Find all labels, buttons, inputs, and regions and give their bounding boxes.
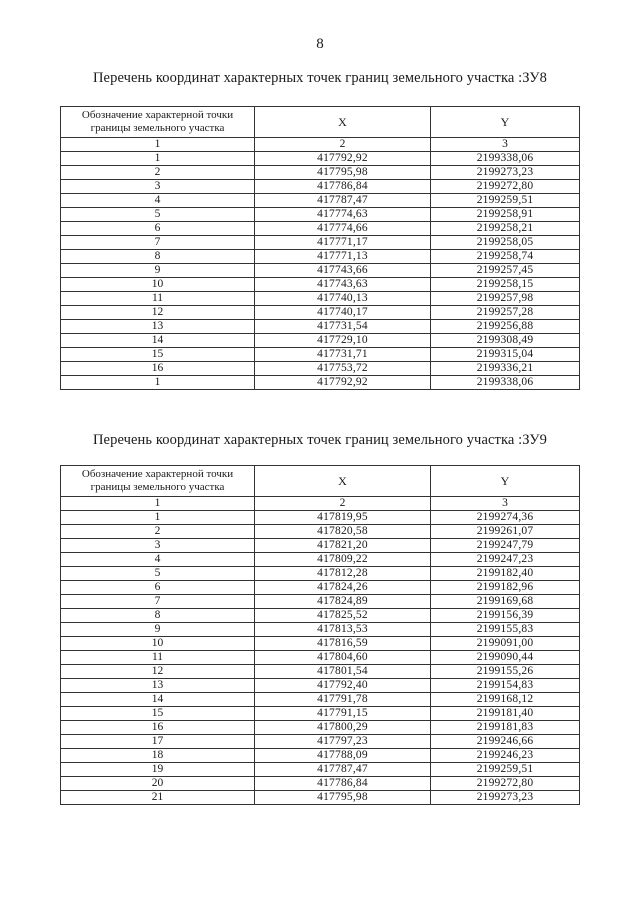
- y-coordinate-cell: 2199155,83: [431, 623, 580, 637]
- table-header-row: [61, 466, 580, 497]
- x-coordinate-cell: 417729,10: [255, 334, 431, 348]
- y-coordinate-cell: 2199169,68: [431, 595, 580, 609]
- point-cell: 20: [61, 777, 255, 791]
- table-row: [61, 679, 580, 693]
- x-coordinate-cell: 417786,84: [255, 180, 431, 194]
- coordinates-table-zu8: [60, 106, 580, 390]
- column-number-1: 1: [61, 138, 255, 152]
- point-cell: 14: [61, 693, 255, 707]
- table-row: [61, 525, 580, 539]
- table-row: [61, 581, 580, 595]
- table-row: [61, 194, 580, 208]
- table-row: [61, 623, 580, 637]
- x-coordinate-cell: 417771,17: [255, 236, 431, 250]
- table-row: [61, 693, 580, 707]
- table-row: [61, 222, 580, 236]
- x-coordinate-cell: 417788,09: [255, 749, 431, 763]
- point-cell: 7: [61, 236, 255, 250]
- table-row: [61, 166, 580, 180]
- y-coordinate-cell: 2199261,07: [431, 525, 580, 539]
- point-cell: 13: [61, 320, 255, 334]
- x-coordinate-cell: 417797,23: [255, 735, 431, 749]
- x-coordinate-cell: 417820,58: [255, 525, 431, 539]
- point-cell: 6: [61, 222, 255, 236]
- point-cell: 15: [61, 348, 255, 362]
- table-row: [61, 334, 580, 348]
- point-cell: 19: [61, 763, 255, 777]
- x-coordinate-cell: 417774,63: [255, 208, 431, 222]
- x-coordinate-cell: 417791,15: [255, 707, 431, 721]
- table-row: [61, 236, 580, 250]
- point-cell: 4: [61, 553, 255, 567]
- y-coordinate-cell: 2199258,21: [431, 222, 580, 236]
- x-coordinate-cell: 417792,40: [255, 679, 431, 693]
- point-cell: 8: [61, 250, 255, 264]
- table-row: [61, 511, 580, 525]
- table-row: [61, 707, 580, 721]
- y-coordinate-cell: 2199181,40: [431, 707, 580, 721]
- x-coordinate-cell: 417771,13: [255, 250, 431, 264]
- column-number-3: 3: [431, 497, 580, 511]
- point-cell: 5: [61, 567, 255, 581]
- y-coordinate-cell: 2199258,05: [431, 236, 580, 250]
- point-cell: 1: [61, 152, 255, 166]
- y-coordinate-cell: 2199272,80: [431, 180, 580, 194]
- section-title-zu9: Перечень координат характерных точек границ земельного участка :ЗУ9: [92, 432, 547, 448]
- x-coordinate-cell: 417809,22: [255, 553, 431, 567]
- y-coordinate-cell: 2199273,23: [431, 166, 580, 180]
- point-cell: 12: [61, 306, 255, 320]
- y-coordinate-cell: 2199259,51: [431, 763, 580, 777]
- y-coordinate-cell: 2199273,23: [431, 791, 580, 805]
- point-cell: 1: [61, 511, 255, 525]
- table-row: [61, 362, 580, 376]
- table-row: [61, 348, 580, 362]
- y-coordinate-cell: 2199308,49: [431, 334, 580, 348]
- x-coordinate-cell: 417795,98: [255, 166, 431, 180]
- x-coordinate-cell: 417731,71: [255, 348, 431, 362]
- y-coordinate-cell: 2199257,28: [431, 306, 580, 320]
- table-row: [61, 791, 580, 805]
- header-point-designation: Обозначение характерной точки границы земельного участка: [61, 107, 255, 138]
- y-coordinate-cell: 2199274,36: [431, 511, 580, 525]
- point-cell: 18: [61, 749, 255, 763]
- point-cell: 5: [61, 208, 255, 222]
- y-coordinate-cell: 2199258,15: [431, 278, 580, 292]
- point-cell: 10: [61, 637, 255, 651]
- y-coordinate-cell: 2199091,00: [431, 637, 580, 651]
- point-cell: 13: [61, 679, 255, 693]
- point-cell: 6: [61, 581, 255, 595]
- table-row: [61, 553, 580, 567]
- header-x: X: [255, 107, 431, 138]
- point-cell: 3: [61, 180, 255, 194]
- x-coordinate-cell: 417743,66: [255, 264, 431, 278]
- point-cell: 8: [61, 609, 255, 623]
- y-coordinate-cell: 2199246,66: [431, 735, 580, 749]
- x-coordinate-cell: 417787,47: [255, 763, 431, 777]
- column-number-1: 1: [61, 497, 255, 511]
- point-cell: 10: [61, 278, 255, 292]
- x-coordinate-cell: 417824,26: [255, 581, 431, 595]
- page-number: 8: [316, 36, 324, 52]
- point-cell: 2: [61, 166, 255, 180]
- y-coordinate-cell: 2199182,96: [431, 581, 580, 595]
- table-row: [61, 777, 580, 791]
- x-coordinate-cell: 417786,84: [255, 777, 431, 791]
- table-row: [61, 320, 580, 334]
- table-header-row: [61, 107, 580, 138]
- table-row: [61, 250, 580, 264]
- y-coordinate-cell: 2199338,06: [431, 376, 580, 390]
- table-row: [61, 152, 580, 166]
- table-row: [61, 539, 580, 553]
- x-coordinate-cell: 417791,78: [255, 693, 431, 707]
- x-coordinate-cell: 417824,89: [255, 595, 431, 609]
- table-row: [61, 567, 580, 581]
- header-y: Y: [431, 107, 580, 138]
- x-coordinate-cell: 417743,63: [255, 278, 431, 292]
- point-cell: 9: [61, 623, 255, 637]
- table-row: [61, 180, 580, 194]
- y-coordinate-cell: 2199154,83: [431, 679, 580, 693]
- x-coordinate-cell: 417731,54: [255, 320, 431, 334]
- y-coordinate-cell: 2199258,74: [431, 250, 580, 264]
- column-number-row: [61, 138, 580, 152]
- x-coordinate-cell: 417813,53: [255, 623, 431, 637]
- x-coordinate-cell: 417787,47: [255, 194, 431, 208]
- table-row: [61, 609, 580, 623]
- y-coordinate-cell: 2199257,45: [431, 264, 580, 278]
- table-row: [61, 665, 580, 679]
- y-coordinate-cell: 2199257,98: [431, 292, 580, 306]
- section-title-zu8: Перечень координат характерных точек границ земельного участка :ЗУ8: [92, 70, 547, 86]
- table-row: [61, 721, 580, 735]
- y-coordinate-cell: 2199246,23: [431, 749, 580, 763]
- table-row: [61, 278, 580, 292]
- y-coordinate-cell: 2199181,83: [431, 721, 580, 735]
- table-body: [61, 152, 580, 390]
- column-number-3: 3: [431, 138, 580, 152]
- y-coordinate-cell: 2199182,40: [431, 567, 580, 581]
- table-row: [61, 292, 580, 306]
- x-coordinate-cell: 417804,60: [255, 651, 431, 665]
- point-cell: 7: [61, 595, 255, 609]
- x-coordinate-cell: 417819,95: [255, 511, 431, 525]
- y-coordinate-cell: 2199259,51: [431, 194, 580, 208]
- table-row: [61, 763, 580, 777]
- point-cell: 16: [61, 362, 255, 376]
- table-row: [61, 651, 580, 665]
- point-cell: 14: [61, 334, 255, 348]
- y-coordinate-cell: 2199258,91: [431, 208, 580, 222]
- x-coordinate-cell: 417801,54: [255, 665, 431, 679]
- y-coordinate-cell: 2199155,26: [431, 665, 580, 679]
- point-cell: 11: [61, 651, 255, 665]
- point-cell: 1: [61, 376, 255, 390]
- y-coordinate-cell: 2199336,21: [431, 362, 580, 376]
- x-coordinate-cell: 417816,59: [255, 637, 431, 651]
- x-coordinate-cell: 417792,92: [255, 376, 431, 390]
- y-coordinate-cell: 2199315,04: [431, 348, 580, 362]
- column-number-row: [61, 497, 580, 511]
- point-cell: 4: [61, 194, 255, 208]
- point-cell: 11: [61, 292, 255, 306]
- table-row: [61, 306, 580, 320]
- x-coordinate-cell: 417753,72: [255, 362, 431, 376]
- x-coordinate-cell: 417740,17: [255, 306, 431, 320]
- point-cell: 16: [61, 721, 255, 735]
- header-point-designation: Обозначение характерной точки границы земельного участка: [61, 466, 255, 497]
- column-number-2: 2: [255, 138, 431, 152]
- point-cell: 17: [61, 735, 255, 749]
- x-coordinate-cell: 417774,66: [255, 222, 431, 236]
- table-row: [61, 637, 580, 651]
- y-coordinate-cell: 2199256,88: [431, 320, 580, 334]
- header-y: Y: [431, 466, 580, 497]
- x-coordinate-cell: 417812,28: [255, 567, 431, 581]
- y-coordinate-cell: 2199247,79: [431, 539, 580, 553]
- y-coordinate-cell: 2199156,39: [431, 609, 580, 623]
- x-coordinate-cell: 417825,52: [255, 609, 431, 623]
- point-cell: 12: [61, 665, 255, 679]
- table-row: [61, 208, 580, 222]
- x-coordinate-cell: 417800,29: [255, 721, 431, 735]
- table-row: [61, 264, 580, 278]
- x-coordinate-cell: 417792,92: [255, 152, 431, 166]
- point-cell: 15: [61, 707, 255, 721]
- x-coordinate-cell: 417795,98: [255, 791, 431, 805]
- point-cell: 3: [61, 539, 255, 553]
- column-number-2: 2: [255, 497, 431, 511]
- coordinates-table-zu9: [60, 465, 580, 805]
- y-coordinate-cell: 2199168,12: [431, 693, 580, 707]
- point-cell: 2: [61, 525, 255, 539]
- table-row: [61, 595, 580, 609]
- y-coordinate-cell: 2199247,23: [431, 553, 580, 567]
- table-row: [61, 735, 580, 749]
- y-coordinate-cell: 2199338,06: [431, 152, 580, 166]
- table-row: [61, 749, 580, 763]
- x-coordinate-cell: 417821,20: [255, 539, 431, 553]
- x-coordinate-cell: 417740,13: [255, 292, 431, 306]
- table-row: [61, 376, 580, 390]
- y-coordinate-cell: 2199090,44: [431, 651, 580, 665]
- header-x: X: [255, 466, 431, 497]
- point-cell: 9: [61, 264, 255, 278]
- table-body: [61, 511, 580, 805]
- y-coordinate-cell: 2199272,80: [431, 777, 580, 791]
- point-cell: 21: [61, 791, 255, 805]
